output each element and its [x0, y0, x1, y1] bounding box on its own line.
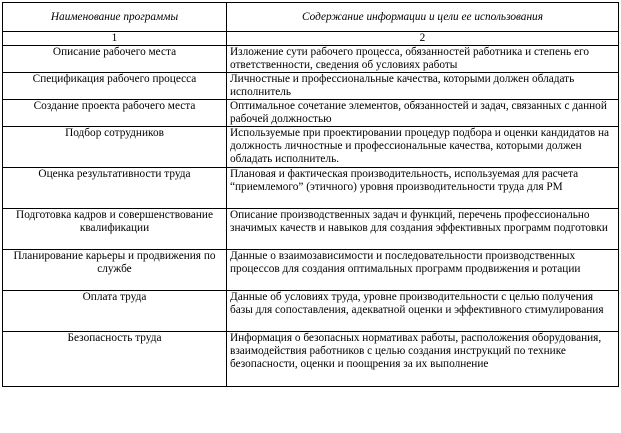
table-body: [3, 46, 619, 387]
program-content-cell: Оптимальное сочетание элементов, обязанностей и задач, связанных с данной рабочей должностью: [227, 100, 619, 127]
column-number-row: [3, 32, 619, 46]
program-content-cell: Плановая и фактическая производительность, используемая для расчета “приемлемого” (этичного) уровня производительности труда для РМ: [227, 168, 619, 209]
program-content-cell: Изложение сути рабочего процесса, обязанностей работника и степень его ответственности, сведения об условиях работы: [227, 46, 619, 73]
program-content-cell: Данные об условиях труда, уровне производительности с целью получения базы для сопоставления, адекватной оценки и эффективного стимулирования: [227, 291, 619, 332]
table-row: [3, 209, 619, 250]
column-number-1: 1: [3, 32, 227, 46]
program-name-cell: Оценка результативности труда: [3, 168, 227, 209]
program-content-cell: Информация о безопасных нормативах работы, расположения оборудования, взаимодействия работников с целью создания инструкций по технике безопасности, оценки и поощрения за их выполнение: [227, 332, 619, 387]
program-name-cell: Планирование карьеры и продвижения по службе: [3, 250, 227, 291]
header-cell-program-name: Наименование программы: [3, 3, 227, 32]
header-row: [3, 3, 619, 32]
program-content-cell: Используемые при проектировании процедур подбора и оценки кандидатов на должность личностные и профессиональные качества, которыми должен обладать исполнитель.: [227, 127, 619, 168]
column-number-2: 2: [227, 32, 619, 46]
program-name-cell: Оплата труда: [3, 291, 227, 332]
table-row: [3, 73, 619, 100]
program-name-cell: Спецификация рабочего процесса: [3, 73, 227, 100]
table-row: [3, 100, 619, 127]
table-row: [3, 332, 619, 387]
program-name-cell: Подготовка кадров и совершенствование квалификации: [3, 209, 227, 250]
table-row: [3, 250, 619, 291]
program-name-cell: Безопасность труда: [3, 332, 227, 387]
program-content-cell: Описание производственных задач и функций, перечень профессионально значимых качеств и навыков для создания эффективных программ подготовки: [227, 209, 619, 250]
header-cell-content: Содержание информации и цели ее использования: [227, 3, 619, 32]
table-row: [3, 46, 619, 73]
program-name-cell: Создание проекта рабочего места: [3, 100, 227, 127]
table-row: [3, 127, 619, 168]
program-name-cell: Подбор сотрудников: [3, 127, 227, 168]
program-content-cell: Личностные и профессиональные качества, которыми должен обладать исполнитель: [227, 73, 619, 100]
programs-table: [2, 2, 619, 387]
program-content-cell: Данные о взаимозависимости и последовательности производственных процессов для создания оптимальных программ продвижения и ротации: [227, 250, 619, 291]
program-name-cell: Описание рабочего места: [3, 46, 227, 73]
table-row: [3, 291, 619, 332]
table-row: [3, 168, 619, 209]
